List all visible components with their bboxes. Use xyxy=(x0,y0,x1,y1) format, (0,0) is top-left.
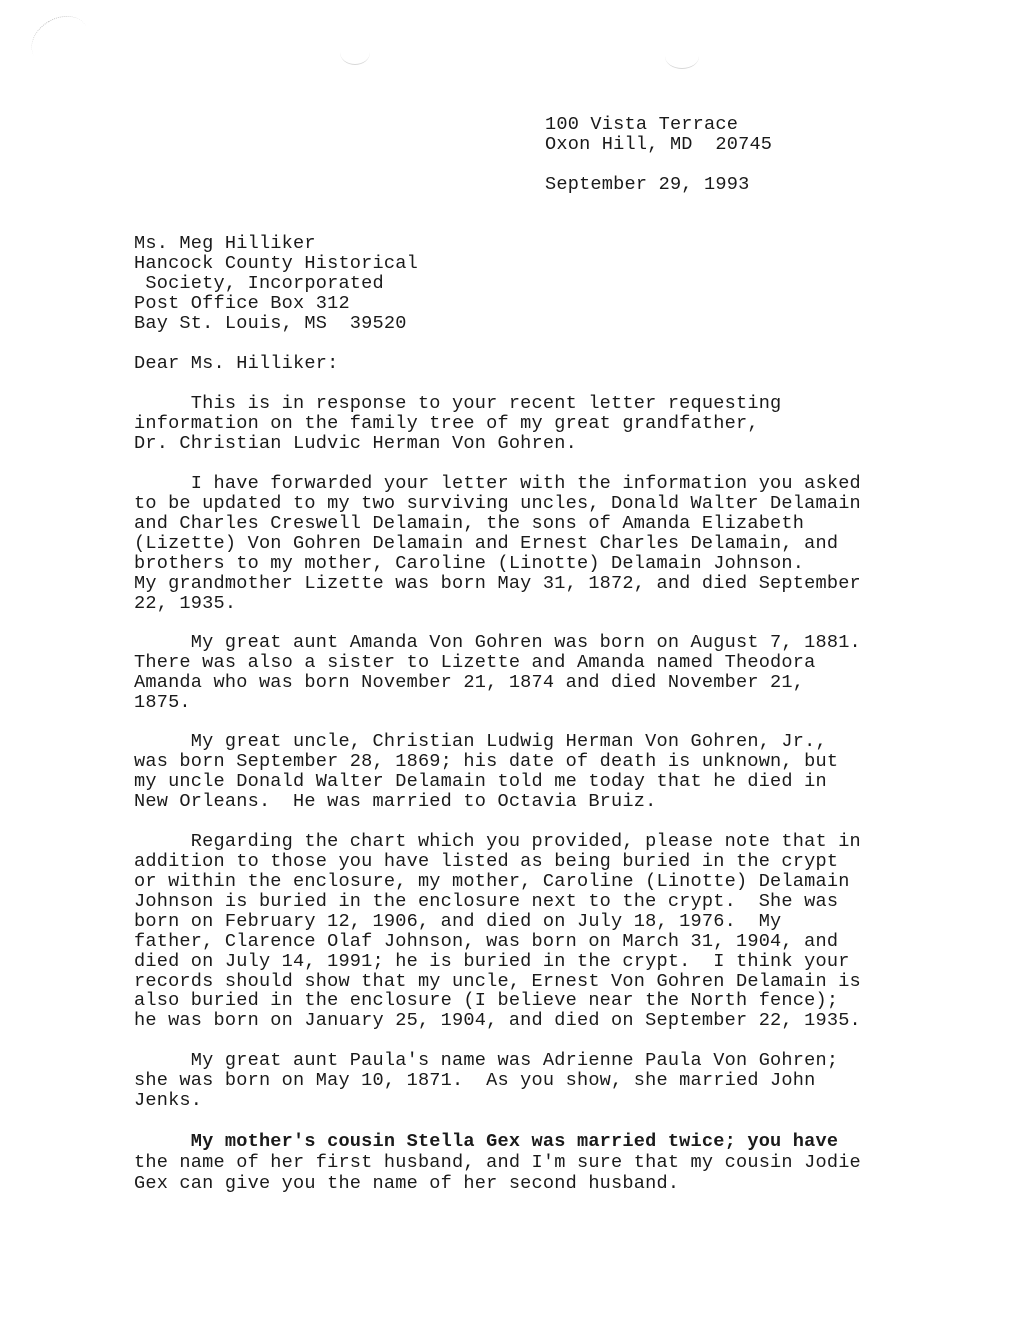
body-line: (Lizette) Von Gohren Delamain and Ernest Charles Delamain, and xyxy=(134,533,839,554)
salutation: Dear Ms. Hilliker: xyxy=(134,353,339,374)
letter-date: September 29, 1993 xyxy=(545,174,750,195)
recipient-line-2: Hancock County Historical xyxy=(134,253,418,274)
body-line: or within the enclosure, my mother, Caroline (Linotte) Delamain xyxy=(134,871,850,892)
body-line: addition to those you have listed as being buried in the crypt xyxy=(134,851,839,872)
body-line: Amanda who was born November 21, 1874 and died November 21, xyxy=(134,672,805,693)
body-line: Dr. Christian Ludvic Herman Von Gohren. xyxy=(134,433,577,454)
body-line: 1875. xyxy=(134,692,191,713)
body-line: she was born on May 10, 1871. As you show, she married John xyxy=(134,1070,816,1091)
body-line: father, Clarence Olaf Johnson, was born on March 31, 1904, and xyxy=(134,931,839,952)
scan-smudge xyxy=(665,44,699,69)
body-line: This is in response to your recent letter requesting xyxy=(134,393,782,414)
body-line: records should show that my uncle, Ernest Von Gohren Delamain is xyxy=(134,971,861,992)
scan-smudge xyxy=(23,6,98,76)
body-line: my uncle Donald Walter Delamain told me today that he died in xyxy=(134,771,827,792)
body-line: information on the family tree of my great grandfather, xyxy=(134,413,759,434)
body-line: brothers to my mother, Caroline (Linotte) Delamain Johnson. xyxy=(134,553,805,574)
recipient-line-3: Society, Incorporated xyxy=(134,273,384,294)
body-line: Gex can give you the name of her second husband. xyxy=(134,1173,680,1194)
body-line: born on February 12, 1906, and died on July 18, 1976. My xyxy=(134,911,782,932)
recipient-line-1: Ms. Meg Hilliker xyxy=(134,233,316,254)
body-line: My grandmother Lizette was born May 31, 1872, and died September xyxy=(134,573,861,594)
body-line: My great uncle, Christian Ludwig Herman Von Gohren, Jr., xyxy=(134,731,827,752)
body-line: Regarding the chart which you provided, please note that in xyxy=(134,831,861,852)
sender-address-line-1: 100 Vista Terrace xyxy=(545,114,739,135)
body-line: My great aunt Paula's name was Adrienne Paula Von Gohren; xyxy=(134,1050,839,1071)
body-line: Johnson is buried in the enclosure next to the crypt. She was xyxy=(134,891,839,912)
body-line: Jenks. xyxy=(134,1090,203,1111)
body-line: and Charles Creswell Delamain, the sons of Amanda Elizabeth xyxy=(134,513,805,534)
body-line: My mother's cousin Stella Gex was married twice; you have xyxy=(134,1131,839,1152)
body-line: died on July 14, 1991; he is buried in the crypt. I think your xyxy=(134,951,850,972)
body-line: New Orleans. He was married to Octavia Bruiz. xyxy=(134,791,657,812)
sender-address-line-2: Oxon Hill, MD 20745 xyxy=(545,134,773,155)
body-line: There was also a sister to Lizette and Amanda named Theodora xyxy=(134,652,816,673)
body-line: I have forwarded your letter with the information you asked xyxy=(134,473,861,494)
body-line: 22, 1935. xyxy=(134,593,237,614)
body-line: the name of her first husband, and I'm sure that my cousin Jodie xyxy=(134,1152,861,1173)
recipient-line-5: Bay St. Louis, MS 39520 xyxy=(134,313,407,334)
body-line: he was born on January 25, 1904, and died on September 22, 1935. xyxy=(134,1010,861,1031)
body-line: was born September 28, 1869; his date of death is unknown, but xyxy=(134,751,839,772)
scan-smudge xyxy=(340,40,370,65)
body-line: also buried in the enclosure (I believe near the North fence); xyxy=(134,990,839,1011)
body-line: to be updated to my two surviving uncles, Donald Walter Delamain xyxy=(134,493,861,514)
body-line: My great aunt Amanda Von Gohren was born on August 7, 1881. xyxy=(134,632,861,653)
recipient-line-4: Post Office Box 312 xyxy=(134,293,350,314)
